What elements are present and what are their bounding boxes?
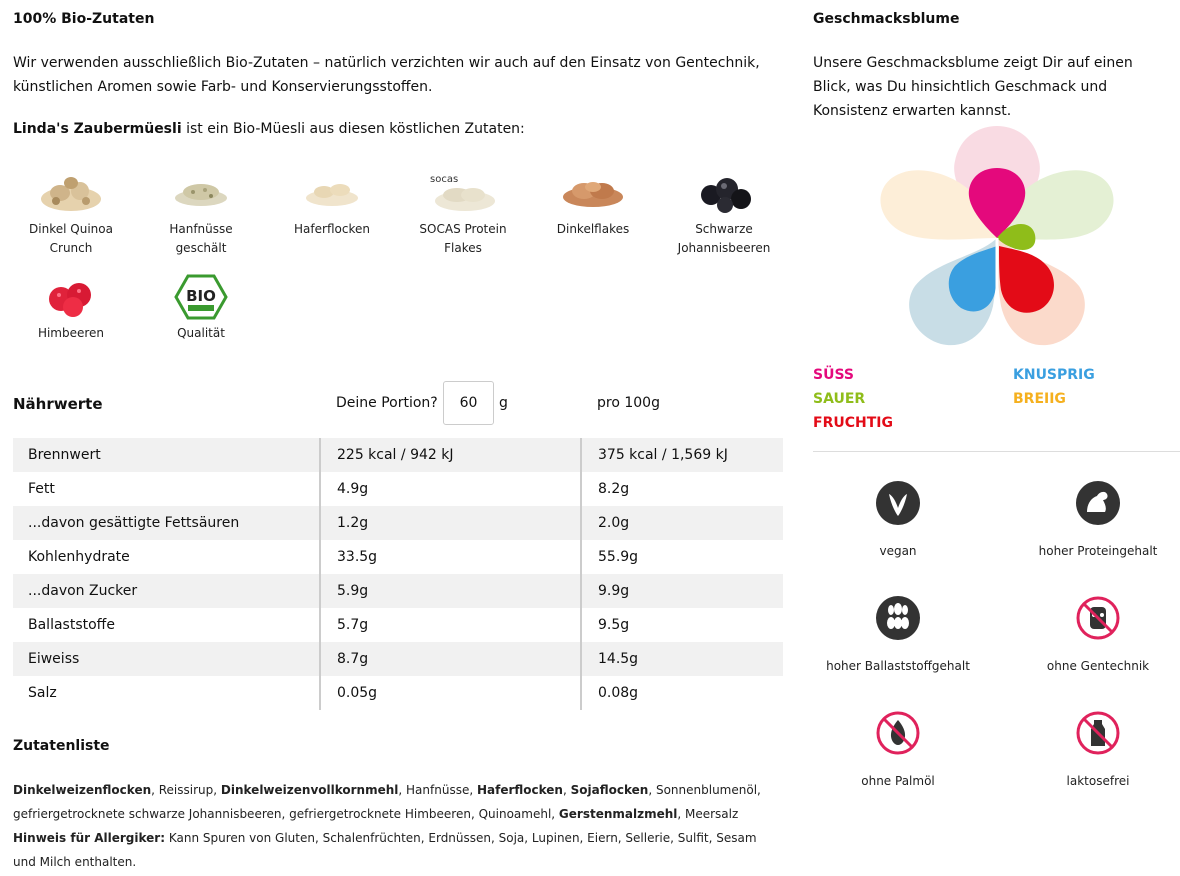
nutrition-title: Nährwerte: [13, 395, 103, 413]
ingredient-label: Haferflocken: [294, 222, 370, 236]
legend-breiig: BREIIG: [1013, 391, 1066, 407]
nutrient-name: Ballaststoffe: [28, 617, 115, 633]
portion-value: 0.05g: [320, 676, 581, 710]
ing-bold: Sojaflocken: [570, 783, 649, 797]
ingredient-item: [666, 166, 782, 258]
ingredients-list-text: [13, 778, 778, 874]
legend-suess: SÜSS: [813, 367, 854, 383]
portion-value: 8.7g: [320, 642, 581, 676]
feature-item: [1006, 595, 1180, 673]
ing-text: , Hanfnüsse,: [398, 783, 477, 797]
legend-sauer: SAUER: [813, 391, 866, 407]
ing-bold: Haferflocken: [476, 783, 563, 797]
ingredient-label: SOCAS Protein Flakes: [419, 222, 507, 255]
per100-value: 0.08g: [581, 676, 783, 710]
nutrient-name: Fett: [28, 481, 55, 497]
ing-text: , Reissirup,: [151, 783, 221, 797]
feature-item: [1006, 480, 1180, 558]
portion-value: 225 kcal / 942 kJ: [320, 438, 581, 472]
per100-value: 9.5g: [581, 608, 783, 642]
table-row: [13, 472, 783, 506]
spelt-flakes-icon: [535, 166, 651, 220]
taste-title: Geschmacksblume: [813, 11, 960, 27]
nutrition-table: [13, 438, 783, 710]
per100-label: pro 100g: [597, 395, 660, 411]
blackcurrant-icon: [666, 166, 782, 220]
ing-text: ,: [562, 783, 571, 797]
ingredient-item: [143, 270, 259, 343]
table-row: [13, 438, 783, 472]
nutrient-name: Eiweiss: [13, 642, 320, 676]
portion-label: Deine Portion?: [336, 395, 438, 411]
ingredient-label: Dinkel Quinoa Crunch: [29, 222, 113, 255]
petal-knusprig: [949, 246, 997, 311]
bio-seal-text: BIO: [186, 287, 216, 305]
feature-item: [806, 595, 990, 673]
portion-value: 4.9g: [320, 472, 581, 506]
no-gmo-icon: [1006, 595, 1180, 645]
section-title-bio: 100% Bio-Zutaten: [13, 11, 155, 27]
feature-label: ohne Palmöl: [861, 774, 935, 788]
ingredient-item: [13, 166, 129, 258]
table-row: [13, 608, 783, 642]
table-row: [13, 574, 783, 608]
ingredient-item: [13, 270, 129, 343]
table-row: [13, 676, 783, 710]
feature-item: [806, 480, 990, 558]
feature-label: vegan: [879, 544, 917, 558]
nutrient-name: Kohlenhydrate: [28, 549, 130, 565]
ing-text: , Sonnenblumenöl, gefriergetrocknete schwarze Johannisbeeren, gefriergetrocknete Himbeeren, Quinoamehl,: [13, 783, 761, 821]
crunch-icon: [13, 166, 129, 220]
ingredient-label: Dinkelflakes: [556, 222, 630, 236]
ing-bold: Dinkelweizenvollkornmehl: [220, 783, 399, 797]
bio-intro: Wir verwenden ausschließlich Bio-Zutaten – natürlich verzichten wir auch auf den Einsatz von Gentechnik, künstlichen Aromen sowie Farb- und Konservierungsstoffen.: [13, 55, 760, 95]
ing-bold: Dinkelweizenflocken: [13, 783, 152, 797]
ingredient-label: Schwarze Johannisbeeren: [677, 222, 771, 255]
ingredients-list-title: Zutatenliste: [13, 738, 110, 754]
portion-value: 33.5g: [320, 540, 581, 574]
per100-value: 375 kcal / 1,569 kJ: [581, 438, 783, 472]
portion-value: 1.2g: [320, 506, 581, 540]
table-row: [13, 540, 783, 574]
raspberry-icon: [13, 270, 129, 324]
portion-input[interactable]: [443, 381, 494, 425]
ing-text: , Meersalz: [677, 807, 739, 821]
nutrient-name: Salz: [28, 685, 57, 701]
taste-intro: Unsere Geschmacksblume zeigt Dir auf einen Blick, was Du hinsichtlich Geschmack und Konsistenz erwarten kannst.: [813, 55, 1133, 119]
feature-item: [1006, 710, 1180, 788]
ingredient-item: [405, 166, 521, 258]
product-sentence: [13, 117, 773, 141]
product-name: Linda's Zaubermüesli: [13, 121, 182, 137]
taste-flower-chart: [875, 126, 1120, 351]
petal-fruchtig: [999, 246, 1054, 313]
feature-item: [806, 710, 990, 788]
protein-icon: [1006, 480, 1180, 530]
vegan-icon: [806, 480, 990, 530]
no-palm-oil-icon: [806, 710, 990, 760]
ingredient-label: Himbeeren: [37, 326, 105, 340]
nutrient-name: Brennwert: [13, 438, 320, 472]
nutrient-name: ...davon Zucker: [13, 574, 320, 608]
feature-label: hoher Ballaststoffgehalt: [826, 659, 970, 673]
ing-bold: Gerstenmalzmehl: [558, 807, 678, 821]
hemp-icon: [143, 166, 259, 220]
ingredient-item: [274, 166, 390, 239]
per100-value: 2.0g: [581, 506, 783, 540]
table-row: [13, 506, 783, 540]
bio-seal-icon: [143, 270, 259, 324]
lactose-free-icon: [1006, 710, 1180, 760]
per100-value: 8.2g: [581, 472, 783, 506]
portion-unit: g: [499, 395, 508, 411]
per100-value: 14.5g: [581, 642, 783, 676]
feature-label: ohne Gentechnik: [1046, 659, 1150, 673]
per100-value: 9.9g: [581, 574, 783, 608]
legend-fruchtig: FRUCHTIG: [813, 415, 893, 431]
allergy-label: Hinweis für Allergiker:: [13, 831, 166, 845]
ingredient-item: [143, 166, 259, 258]
portion-value: 5.9g: [320, 574, 581, 608]
table-row: [13, 642, 783, 676]
ingredient-item: [535, 166, 651, 239]
fiber-icon: [806, 595, 990, 645]
feature-label: laktosefrei: [1066, 774, 1130, 788]
feature-label: hoher Proteingehalt: [1038, 544, 1158, 558]
oat-flakes-icon: [274, 166, 390, 220]
per100-value: 55.9g: [581, 540, 783, 574]
ingredient-label: Qualität: [177, 326, 225, 340]
protein-flakes-icon: [405, 166, 521, 220]
ingredient-label: Hanfnüsse geschält: [169, 222, 233, 255]
nutrient-name: ...davon gesättigte Fettsäuren: [13, 506, 320, 540]
legend-knusprig: KNUSPRIG: [1013, 367, 1095, 383]
portion-value: 5.7g: [320, 608, 581, 642]
divider: [813, 451, 1180, 452]
allergy-text: Kann Spuren von Gluten, Schalenfrüchten, Erdnüssen, Soja, Lupinen, Eiern, Sellerie, Sulfit, Sesam und Milch enthalten.: [13, 831, 757, 869]
product-suffix: ist ein Bio-Müesli aus diesen köstlichen Zutaten:: [181, 121, 525, 137]
svg-text:socas: socas: [430, 174, 459, 185]
